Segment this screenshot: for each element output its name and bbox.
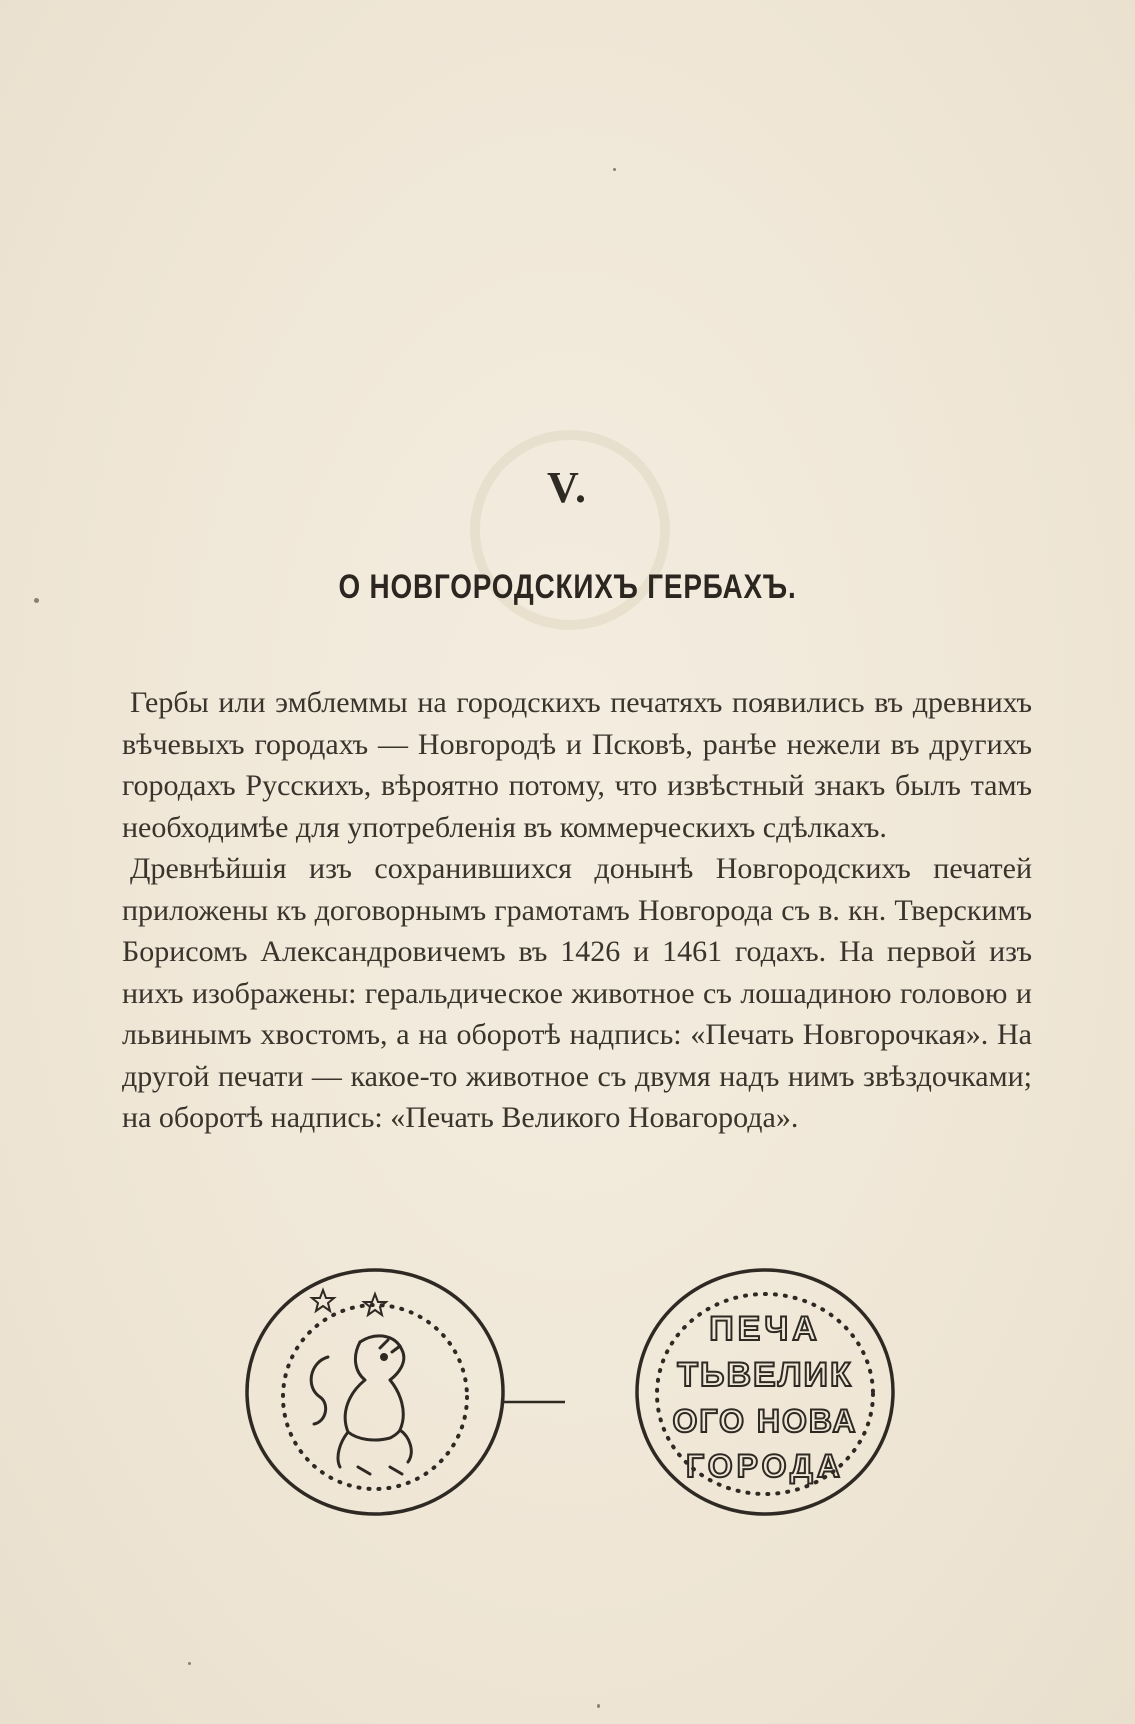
seal-obverse [247,1270,503,1514]
paragraph: Гербы или эмблеммы на городскихъ печатяхъ появились въ древнихъ вѣчевыхъ городахъ — Новгородѣ и Псковѣ, ранѣе нежели въ другихъ городахъ Русскихъ, вѣроятно потому, что извѣстный знакъ былъ тамъ необходимѣе для употребленія въ коммерческихъ сдѣлкахъ. [122,686,1032,844]
star-icon [312,1290,334,1311]
chapter-title: О НОВГОРОДСКИХЪ ГЕРБАХЪ. [338,568,797,606]
seal-inscription-line: ГОРОДА [686,1448,844,1484]
chapter-number: V. [546,463,589,512]
body-text [122,682,1032,1139]
seal-inscription-line: ТЬВЕЛИК [677,1356,853,1394]
seal-inscription-line: ПЕЧА [709,1310,821,1348]
paragraph: Древнѣйшія изъ сохранившихся донынѣ Новгородскихъ печатей приложены къ договорнымъ грамотамъ Новгорода съ в. кн. Тверскимъ Борисомъ Александровичемъ въ 1426 и 1461 годахъ. На первой изъ нихъ изображены: геральдическое животное съ лошадиною головою и львинымъ хвостомъ, а на оборотѣ надпись: «Печать Новгорочкая». На другой печати — какое-то животное съ двумя надъ нимъ звѣздочками; на оборотѣ надпись: «Печать Великого Новагорода». [122,852,1032,1134]
seal-reverse [637,1270,893,1514]
heraldic-animal-icon [311,1336,411,1474]
seal-illustration [240,1262,900,1522]
seal-inscription-line: ОГО НОВА [672,1403,858,1439]
